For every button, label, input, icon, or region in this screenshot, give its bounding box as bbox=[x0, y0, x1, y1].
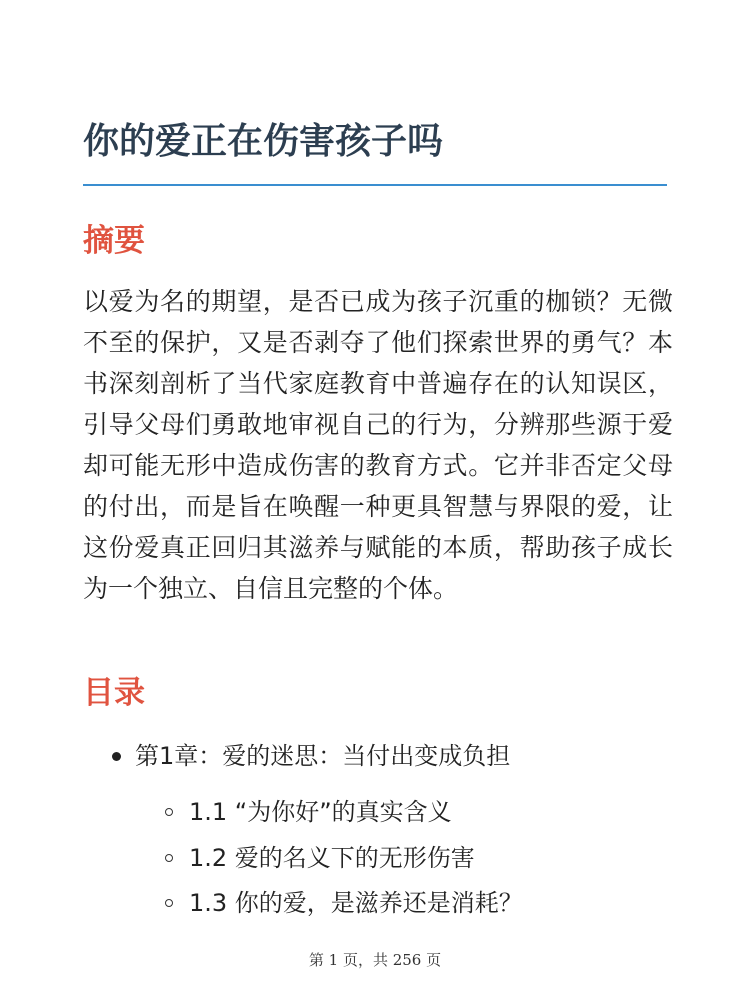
title-divider bbox=[83, 184, 667, 186]
bullet-circle-icon bbox=[165, 854, 173, 862]
abstract-paragraph: 以爱为名的期望，是否已成为孩子沉重的枷锁？无微不至的保护，又是否剥夺了他们探索世界的勇气？本书深刻剖析了当代家庭教育中普遍存在的认知误区，引导父母们勇敢地审视自己的行为，分辨那些源于爱却可能无形中造成伤害的教育方式。它并非否定父母的付出，而是旨在唤醒一种更具智慧与界限的爱，让这份爱真正回归其滋养与赋能的本质，帮助孩子成长为一个独立、自信且完整的个体。 bbox=[83, 287, 673, 603]
toc-heading: 目录 bbox=[83, 675, 145, 711]
bullet-disc-icon bbox=[112, 752, 121, 761]
bullet-circle-icon bbox=[165, 899, 173, 907]
bullet-circle-icon bbox=[165, 808, 173, 816]
toc-section-1-1[interactable]: 1.1 “为你好”的真实含义 bbox=[189, 798, 452, 826]
toc-chapter-1[interactable]: 第1章：爱的迷思：当付出变成负担 bbox=[135, 742, 511, 770]
toc-section-1-2[interactable]: 1.2 爱的名义下的无形伤害 bbox=[189, 844, 475, 872]
toc-section-1-3[interactable]: 1.3 你的爱，是滋养还是消耗？ bbox=[189, 889, 523, 917]
document-title: 你的爱正在伤害孩子吗 bbox=[83, 121, 444, 162]
abstract-heading: 摘要 bbox=[83, 223, 145, 259]
page-number-footer: 第 1 页，共 256 页 bbox=[308, 951, 442, 969]
